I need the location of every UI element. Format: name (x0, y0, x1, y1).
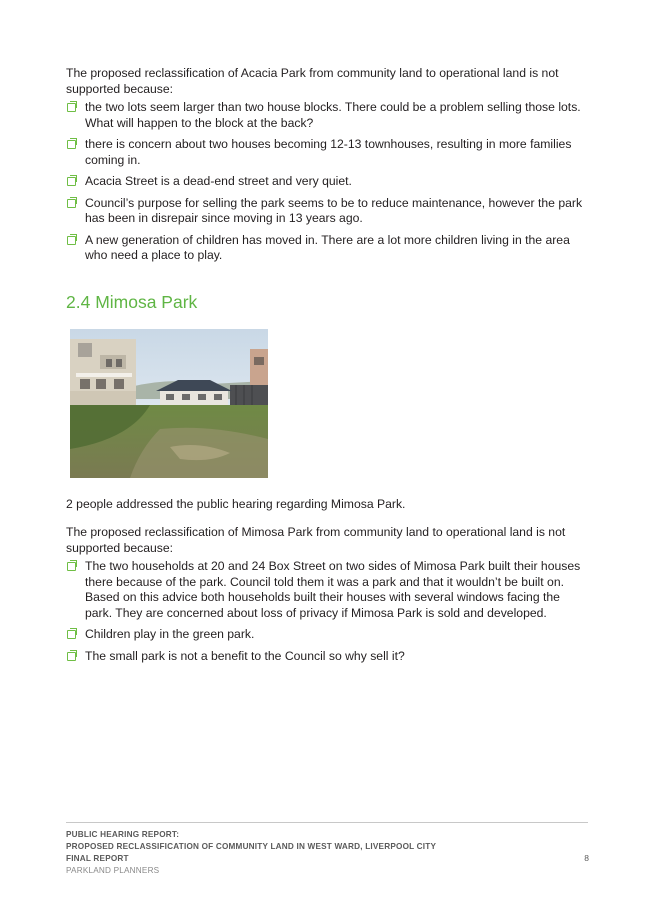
list-item: Council’s purpose for selling the park seems to be to reduce maintenance, however the park has been in disrepair since moving in 13 years ago. (66, 196, 586, 227)
checkbox-bullet-icon (67, 199, 76, 208)
checkbox-bullet-icon (67, 140, 76, 149)
checkbox-bullet-icon (67, 562, 76, 571)
page-number: 8 (584, 853, 589, 863)
footer-divider (66, 822, 588, 823)
checkbox-bullet-icon (67, 652, 76, 661)
checkbox-bullet-icon (67, 236, 76, 245)
mimosa-bullet-list (66, 559, 586, 664)
footer-line-1: PUBLIC HEARING REPORT: (66, 830, 180, 839)
footer-line-2: PROPOSED RECLASSIFICATION OF COMMUNITY LAND IN WEST WARD, LIVERPOOL CITY (66, 842, 437, 851)
section-heading: 2.4 Mimosa Park (66, 292, 198, 312)
mimosa-attendance: 2 people addressed the public hearing regarding Mimosa Park. (66, 497, 406, 511)
page-footer (66, 829, 588, 877)
acacia-intro: The proposed reclassification of Acacia Park from community land to operational land is not supported because: (66, 66, 559, 96)
checkbox-bullet-icon (67, 103, 76, 112)
mimosa-park-photo (70, 329, 268, 478)
checkbox-bullet-icon (67, 177, 76, 186)
list-item: The two households at 20 and 24 Box Street on two sides of Mimosa Park built their houses there because of the park. Council told them it was a park and that it wouldn’t be built on. Based on this advice both households built their houses with several windows facing the park. They are concerned about loss of privacy if Mimosa Park is sold and developed. (66, 559, 586, 621)
list-item: Children play in the green park. (66, 627, 586, 643)
footer-line-4: PARKLAND PLANNERS (66, 866, 160, 875)
checkbox-bullet-icon (67, 630, 76, 639)
list-item: the two lots seem larger than two house blocks. There could be a problem selling those lots. What will happen to the block at the back? (66, 100, 586, 131)
footer-line-3: FINAL REPORT (66, 854, 129, 863)
list-item: Acacia Street is a dead-end street and very quiet. (66, 174, 586, 190)
list-item: there is concern about two houses becoming 12-13 townhouses, resulting in more families coming in. (66, 137, 586, 168)
list-item: The small park is not a benefit to the Council so why sell it? (66, 649, 586, 665)
list-item: A new generation of children has moved in. There are a lot more children living in the area who need a place to play. (66, 233, 586, 264)
mimosa-intro: The proposed reclassification of Mimosa Park from community land to operational land is not supported because: (66, 525, 566, 555)
acacia-bullet-list (66, 100, 586, 264)
